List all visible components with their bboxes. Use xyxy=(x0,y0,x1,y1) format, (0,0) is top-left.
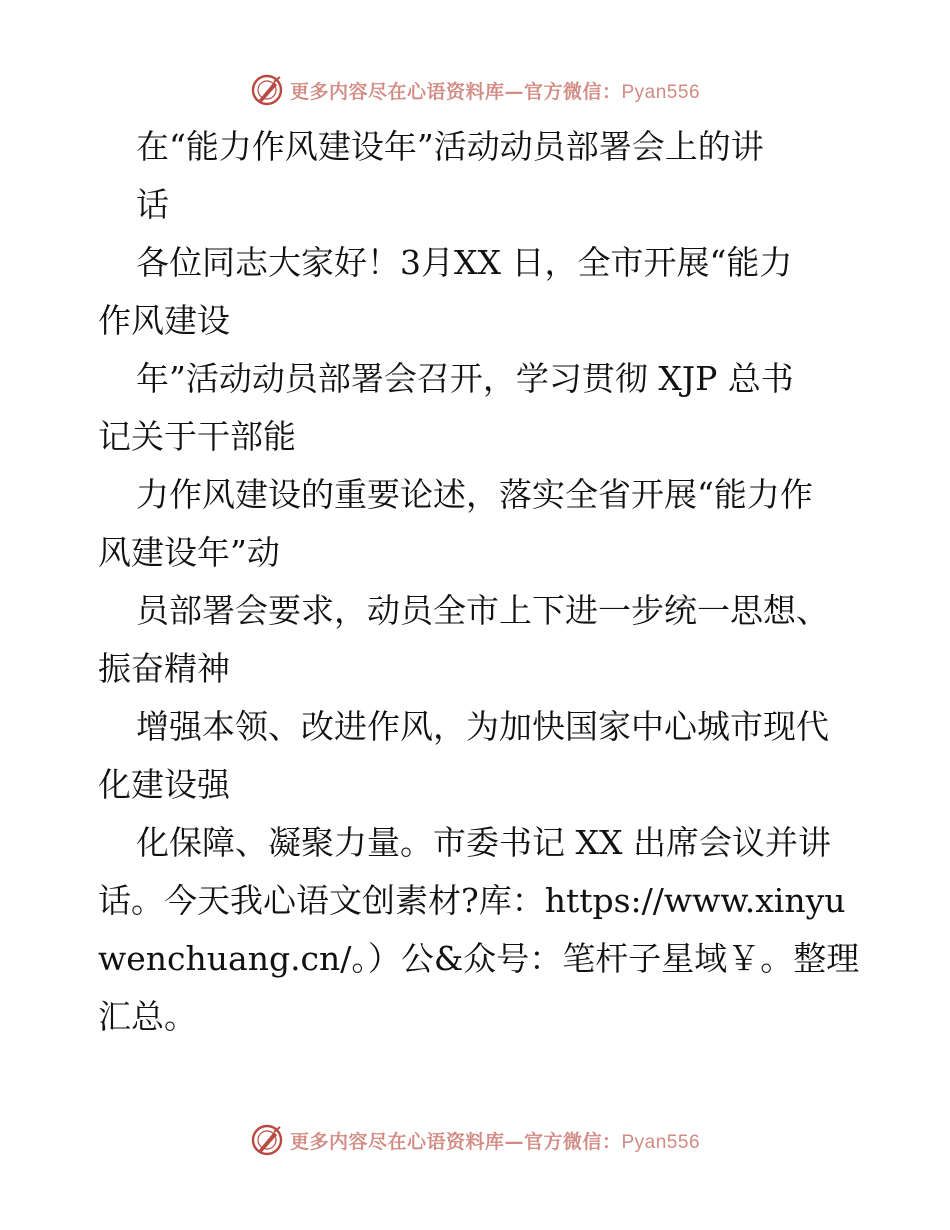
text-line: 话。今天我心语文创素材?库：https://www.xinyu xyxy=(98,881,846,920)
text-line: 员部署会要求，动员全市上下进一步统一思想、 xyxy=(136,591,829,630)
text-line: 记关于干部能 xyxy=(98,417,296,456)
text-line: 振奋精神 xyxy=(98,649,230,688)
document-body xyxy=(98,118,858,1046)
text-line: wenchuang.cn/。）公&众号：笔杆子星域￥。整理 xyxy=(98,939,860,978)
quill-logo-icon xyxy=(250,1123,284,1157)
text-line: 在“能力作风建设年”活动动员部署会上的讲 xyxy=(136,127,764,166)
text-line: 年”活动动员部署会召开，学习贯彻 XJP 总书 xyxy=(136,359,794,398)
text-line: 力作风建设的重要论述，落实全省开展“能力作 xyxy=(136,475,813,514)
text-line: 风建设年”动 xyxy=(98,533,280,572)
text-line: 话 xyxy=(136,185,169,224)
text-line: 化建设强 xyxy=(98,765,230,804)
text-line: 各位同志大家好！3月XX 日，全市开展“能力 xyxy=(136,243,793,282)
text-line: 化保障、凝聚力量。市委书记 XX 出席会议并讲 xyxy=(136,823,831,862)
quill-logo-icon xyxy=(250,73,284,107)
text-line: 作风建设 xyxy=(98,301,230,340)
text-line: 增强本领、改进作风，为加快国家中心城市现代 xyxy=(136,707,829,746)
header-banner xyxy=(0,70,950,110)
banner-text: 更多内容尽在心语资料库—官方微信：Pyan556 xyxy=(289,80,701,103)
footer-banner xyxy=(0,1120,950,1160)
banner-text: 更多内容尽在心语资料库—官方微信：Pyan556 xyxy=(289,1130,701,1153)
text-line: 汇总。 xyxy=(98,997,197,1036)
